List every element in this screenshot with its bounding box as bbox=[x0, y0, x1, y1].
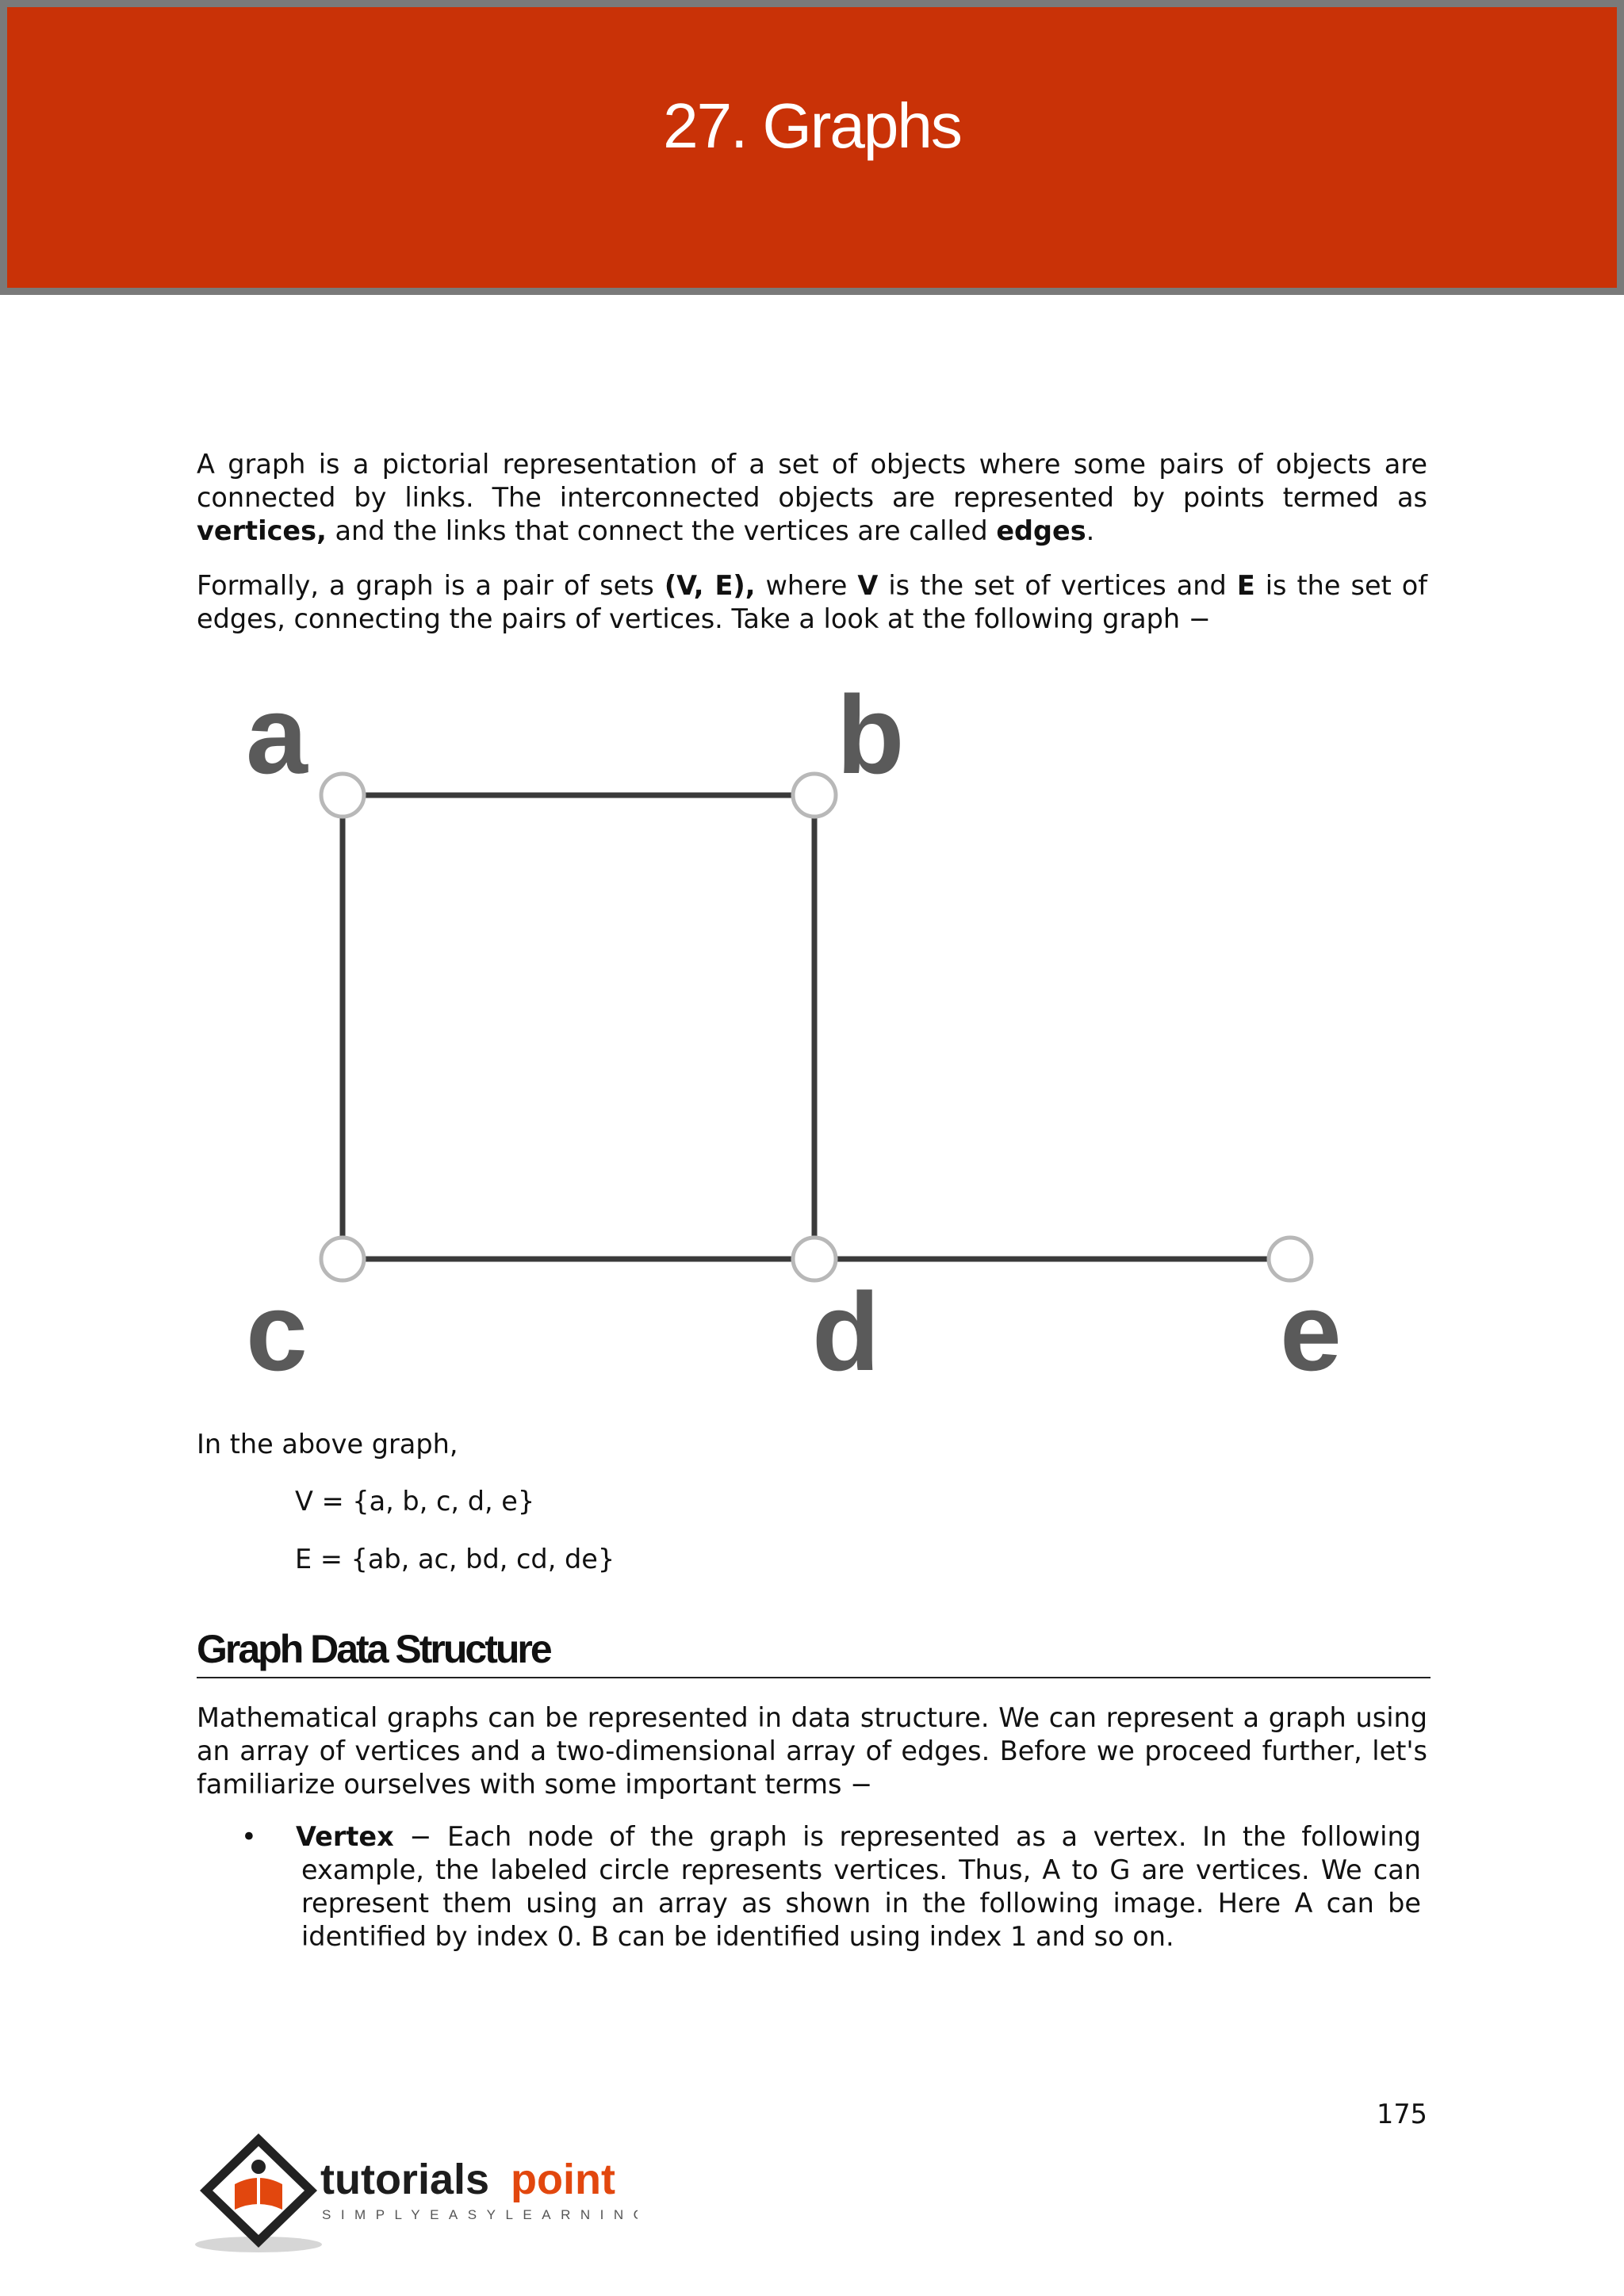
section-body bbox=[197, 1701, 1427, 1801]
label-a: a bbox=[246, 678, 308, 797]
chapter-title: 27. Graphs bbox=[663, 90, 961, 161]
terms-list bbox=[241, 1820, 1421, 1954]
graph-figure bbox=[216, 678, 1358, 1391]
tutorialspoint-logo bbox=[193, 2129, 638, 2259]
node-c bbox=[321, 1238, 364, 1280]
intro-paragraph-1: A graph is a pictorial representation of a set of objects where some pairs of objects are connected by links. The interconnected objects are represented by points termed as vertices, and the links that connect the vertices are called edges. bbox=[197, 449, 1427, 546]
label-b: b bbox=[837, 678, 905, 797]
node-a bbox=[321, 774, 364, 817]
graph-summary-intro: In the above graph, bbox=[197, 1429, 458, 1460]
section-heading: Graph Data Structure bbox=[197, 1621, 1431, 1678]
label-d: d bbox=[812, 1269, 880, 1391]
bullet-icon: • bbox=[241, 1821, 257, 1852]
list-item-vertex bbox=[241, 1820, 1421, 1954]
intro-paragraph-2: Formally, a graph is a pair of sets (V, E), where V is the set of vertices and E is the set of edges, connecting the pairs of vertices. Take a look at the following graph − bbox=[197, 570, 1428, 634]
logo-text-accent: point bbox=[511, 2156, 615, 2203]
graph-diagram bbox=[216, 678, 1358, 1391]
list-item-text: Vertex − Each node of the graph is represented as a vertex. In the following example, the labeled circle represents vertices. Thus, A to G are vertices. We can represent them using an array as shown in the following image. Here A can be identified by index 0. B can be identified using index 1 and so on. bbox=[296, 1821, 1421, 1952]
logo-text-dark: tutorials bbox=[320, 2156, 490, 2203]
logo-graphic bbox=[193, 2129, 638, 2256]
section-paragraph: Mathematical graphs can be represented in data structure. We can represent a graph using an array of vertices and a two-dimensional array of edges. Before we proceed further, let's familiarize ourselves with some important terms − bbox=[197, 1702, 1427, 1800]
vertex-set: V = {a, b, c, d, e} bbox=[295, 1486, 535, 1517]
label-e: e bbox=[1280, 1269, 1342, 1391]
page-number: 175 bbox=[1377, 2099, 1427, 2130]
logo-tagline: SIMPLYEASYLEARNING bbox=[322, 2207, 638, 2222]
edge-set: E = {ab, ac, bd, cd, de} bbox=[295, 1544, 615, 1575]
label-c: c bbox=[246, 1269, 308, 1391]
node-b bbox=[793, 774, 836, 817]
term-label: Vertex bbox=[296, 1821, 394, 1852]
person-icon bbox=[251, 2160, 266, 2174]
chapter-banner bbox=[0, 0, 1624, 295]
intro-section bbox=[197, 448, 1427, 636]
